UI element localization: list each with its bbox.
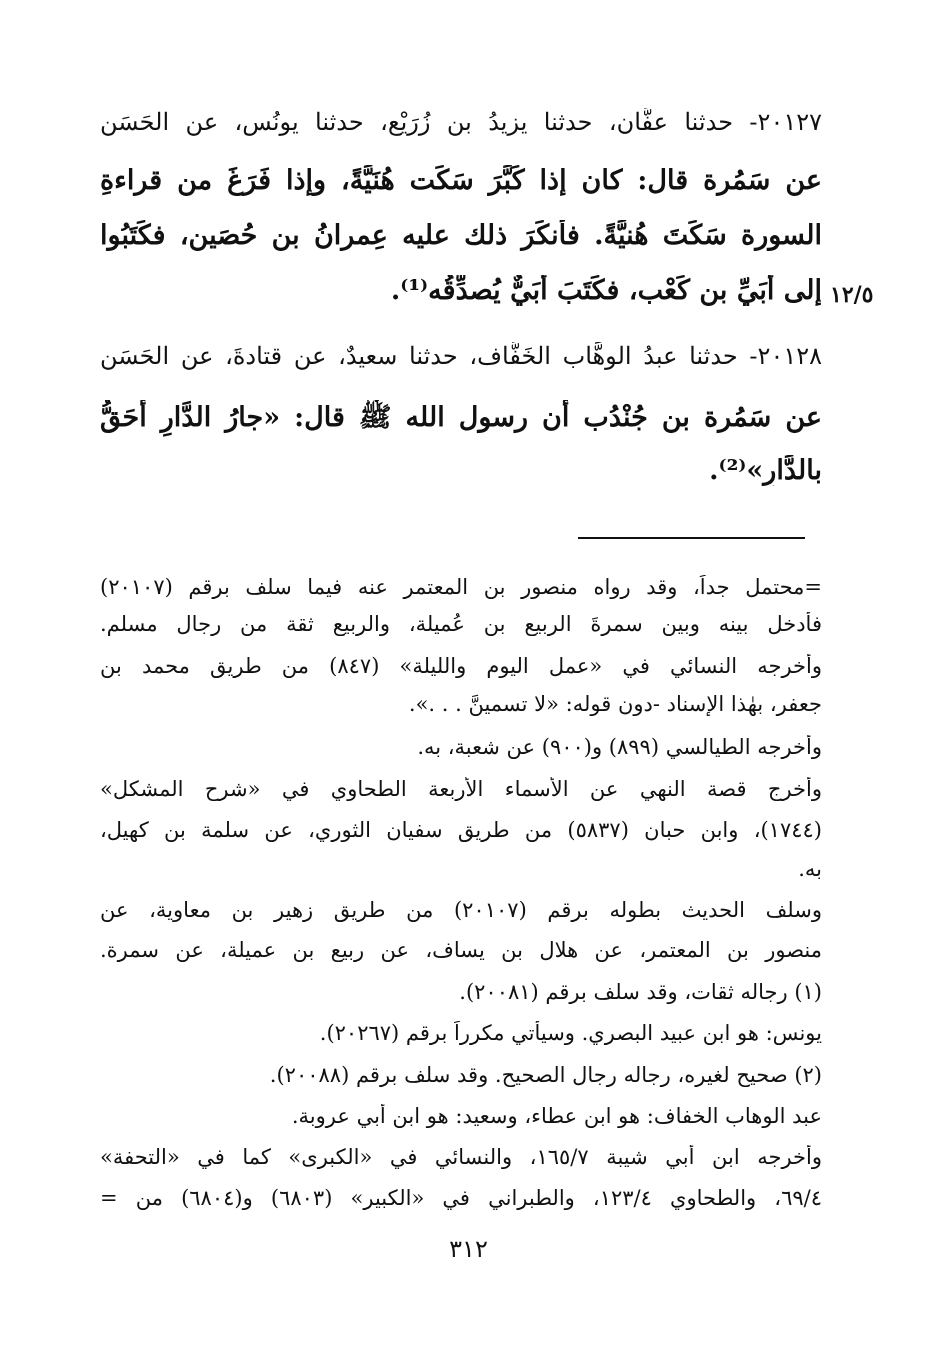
- hadith-20128-header: ٢٠١٢٨- حدثنا عبدُ الوهَّاب الخَفَّاف، حدثنا سعيدٌ، عن قتادةَ، عن الحَسَن: [100, 342, 822, 370]
- page-number: ٣١٢: [449, 1235, 488, 1263]
- footnote-line: به.: [798, 857, 822, 881]
- footnote-line: وأخرجه ابن أبي شيبة ١٦٥/٧، والنسائي في «الكبرى» كما في «التحفة»: [100, 1145, 822, 1169]
- footnote-line: (١) رجاله ثقات، وقد سلف برقم (٢٠٠٨١).: [459, 980, 822, 1004]
- hadith-20128-text-line: عن سَمُرة بن جُنْدُب أن رسول الله ﷺ قال: «جارُ الدَّارِ أحَقُّ: [100, 402, 822, 433]
- hadith-20127-header: ٢٠١٢٧- حدثنا عفَّان، حدثنا يزيدُ بن زُرَيْع، حدثنا يونُس، عن الحَسَن: [100, 108, 822, 136]
- footnote-line: يونس: هو ابن عبيد البصري. وسيأتي مكرراً برقم (٢٠٢٦٧).: [319, 1021, 822, 1045]
- footnote-line: وأخرجه الطيالسي (٨٩٩) و(٩٠٠) عن شعبة، به.: [417, 735, 822, 759]
- margin-volume-page-reference: ١٢/٥: [830, 282, 874, 308]
- hadith-20127-text-line: إلى أُبَيِّ بن كَعْب، فكَتَبَ أُبَيٌّ يُصدِّقُه⁽¹⁾.: [390, 275, 822, 306]
- footnote-line: فأدخل بينه وبين سمرةَ الربيع بن عُميلة، والربيع ثقة من رجال مسلم.: [100, 612, 822, 636]
- footnote-separator-rule: [578, 537, 805, 539]
- footnote-line: وأخرجه النسائي في «عمل اليوم والليلة» (٨٤٧) من طريق محمد بن: [100, 654, 822, 678]
- footnote-line: ٦٩/٤، والطحاوي ١٢٣/٤، والطبراني في «الكبير» (٦٨٠٣) و(٦٨٠٤) من =: [100, 1186, 822, 1210]
- hadith-20128-text-line: بالدَّارِ»⁽²⁾.: [709, 455, 822, 486]
- footnote-line: (١٧٤٤)، وابن حبان (٥٨٣٧) من طريق سفيان الثوري، عن سلمة بن كهيل،: [100, 818, 822, 842]
- footnote-line: عبد الوهاب الخفاف: هو ابن عطاء، وسعيد: هو ابن أبي عروبة.: [291, 1104, 822, 1128]
- hadith-20127-text-line: عن سَمُرة قال: كان إذا كَبَّرَ سَكَت هُنَيَّةً، وإذا فَرَغَ من قراءةِ: [100, 165, 822, 196]
- footnote-line: =محتمل جداً، وقد رواه منصور بن المعتمر عنه فيما سلف برقم (٢٠١٠٧): [100, 575, 822, 599]
- hadith-20127-text-line: السورة سَكَتَ هُنيَّةً. فأنكَرَ ذلك عليه عِمرانُ بن حُصَين، فكَتَبُوا: [100, 220, 822, 251]
- footnote-line: وسلف الحديث بطوله برقم (٢٠١٠٧) من طريق زهير بن معاوية، عن: [100, 898, 822, 922]
- footnote-line: وأخرج قصة النهي عن الأسماء الأربعة الطحاوي في «شرح المشكل»: [100, 777, 822, 801]
- footnote-line: (٢) صحيح لغيره، رجاله رجال الصحيح. وقد سلف برقم (٢٠٠٨٨).: [269, 1063, 822, 1087]
- footnote-line: منصور بن المعتمر، عن هلال بن يساف، عن ربيع بن عميلة، عن سمرة.: [100, 938, 822, 962]
- footnote-line: جعفر، بهٰذا الإسناد -دون قوله: «لا تسمينَّ . . .».: [408, 692, 822, 716]
